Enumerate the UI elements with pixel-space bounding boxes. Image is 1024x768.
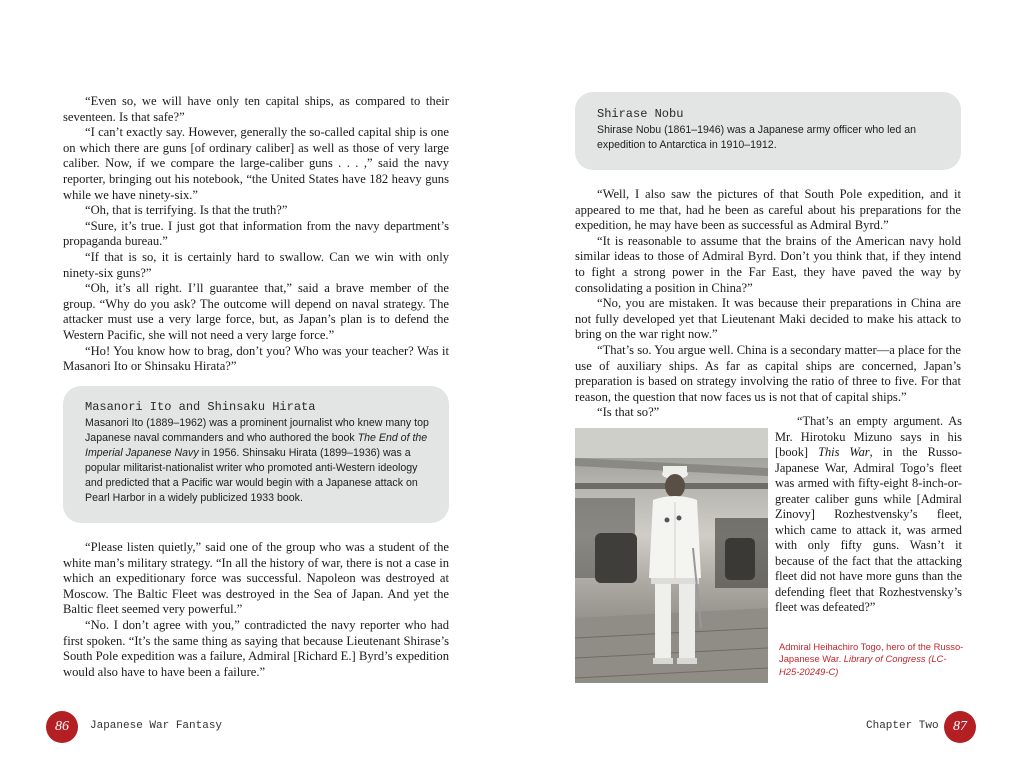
photo-illustration	[575, 428, 768, 683]
page-number-left: 86	[46, 711, 78, 743]
sidebar-shirase	[575, 92, 961, 170]
sidebar-title: Shirase Nobu	[597, 107, 684, 121]
right-text	[575, 187, 961, 421]
sidebar-text: in 1956. Shinsaku Hirata (1899–1936) was a popular militarist-nationalist writer who promoted anti-Western ideology and predicted that a Pacific war would begin with a Japanese attack on Pearl Harbor in a widely publicized 1933 book.	[85, 447, 418, 504]
photo-wrap-text	[775, 414, 962, 616]
wrap-text-part: “That’s an empty argument. As Mr. Hirotoku Mizuno says in his [book]	[775, 414, 962, 459]
sidebar-title: Masanori Ito and Shinsaku Hirata	[85, 400, 316, 414]
paragraph: “No, you are mistaken. It was because their preparations in China are not fully developed yet that Lieutenant Maki decided to make his attack to bring on the war right now.”	[575, 296, 961, 342]
paragraph: “If that is so, it is certainly hard to swallow. Can we win with only ninety-six guns?”	[63, 249, 449, 280]
paragraph: “Oh, it’s all right. I’ll guarantee that,” said a brave member of the group. “Why do you ask? The outcome will depend on naval strategy. The attacker must use a very large force, but, as Japan’s plan is to defend the Western Pacific, she will not need a very large force.”	[63, 281, 449, 342]
caption-credit: Library of Congress (LC-H25-20249-C)	[779, 653, 947, 677]
sidebar-ito-hirata	[63, 386, 449, 523]
photo-caption	[779, 641, 964, 678]
page-number-right: 87	[944, 711, 976, 743]
book-title: The End of the Imperial Japanese Navy	[85, 432, 428, 459]
book-title: This War	[818, 445, 870, 459]
paragraph: “Is that so?”	[597, 405, 660, 420]
wrap-text-part: , in the Russo-Japanese War, Admiral Togo’s fleet was armed with fifty-eight 8-inch-or-greater caliber guns while [Admiral Zinovy] Rozhestvensky’s fleet, which came to attack it, was armed with only fifty guns. Wasn’t it because of the fact that the attacking fleet did not have more guns than the defending fleet that Rozhestvensky’s fleet was defeated?”	[775, 445, 962, 614]
paragraph: “That’s so. You argue well. China is a secondary matter—a place for the use of auxiliary ships. As far as capital ships are concerned, Japan’s preparation is based on strategy involving the ratio of three to five. For that reason, the question that now faces us is not that of capital ships.”	[575, 342, 961, 404]
paragraph: “I can’t exactly say. However, generally the so-called capital ship is one on which there are guns [of ordinary caliber] as well as those of very large caliber. Now, if we compare the large-caliber guns . . . ,” said the navy reporter, bringing out his notebook, “the United States have 182 heavy guns while we have ninety-six.”	[63, 125, 449, 202]
sidebar-body	[85, 416, 429, 506]
left-bottom-text	[63, 540, 449, 680]
sidebar-body: Shirase Nobu (1861–1946) was a Japanese army officer who led an expedition to Antarctica in 1910–1912.	[597, 124, 916, 151]
paragraph: “Ho! You know how to brag, don’t you? Who was your teacher? Was it Masanori Ito or Shinsaku Hirata?”	[63, 343, 449, 374]
paragraph: “Well, I also saw the pictures of that South Pole expedition, and it appeared to me that, had he been as careful about his preparations for the expedition, he may have been as successful as Admiral Byrd.”	[575, 187, 961, 233]
paragraph: “No. I don’t agree with you,” contradicted the navy reporter who had first spoken. “It’s the same thing as saying that because Lieutenant Shirase’s South Pole expedition was a failure, Admiral [Richard E.] Byrd’s expedition would also have to have been a failure.”	[63, 617, 449, 679]
paragraph: “It is reasonable to assume that the brains of the American navy hold similar ideas to those of Admiral Byrd. Don’t you think that, if they intend to fight a strong power in the Far East, they have paved the way by consolidating a position in China?”	[575, 233, 961, 295]
paragraph: “Oh, that is terrifying. Is that the truth?”	[85, 203, 288, 218]
running-head-right: Chapter Two	[866, 720, 939, 732]
paragraph: “Please listen quietly,” said one of the group who was a student of the white man’s military strategy. “In all the history of war, there is not a case in which an expeditionary force was successful. Napoleon was destroyed at Moscow. The Baltic Fleet was destroyed in the Sea of Japan. And yet the Baltic fleet seemed very powerful.”	[63, 540, 449, 617]
left-top-text	[63, 94, 449, 375]
togo-photo	[575, 428, 768, 683]
paragraph: “Sure, it’s true. I just got that information from the navy department’s propaganda bureau.”	[63, 218, 449, 249]
running-head-left: Japanese War Fantasy	[90, 720, 223, 732]
sidebar-text: Masanori Ito (1889–1962) was a prominent journalist who knew many top Japanese naval commanders and who authored the book	[85, 417, 429, 444]
caption-text: Admiral Heihachiro Togo, hero of the Russo-Japanese War.	[779, 641, 964, 665]
paragraph: “Even so, we will have only ten capital ships, as compared to their seventeen. Is that safe?”	[63, 94, 449, 124]
paragraph	[775, 414, 962, 616]
